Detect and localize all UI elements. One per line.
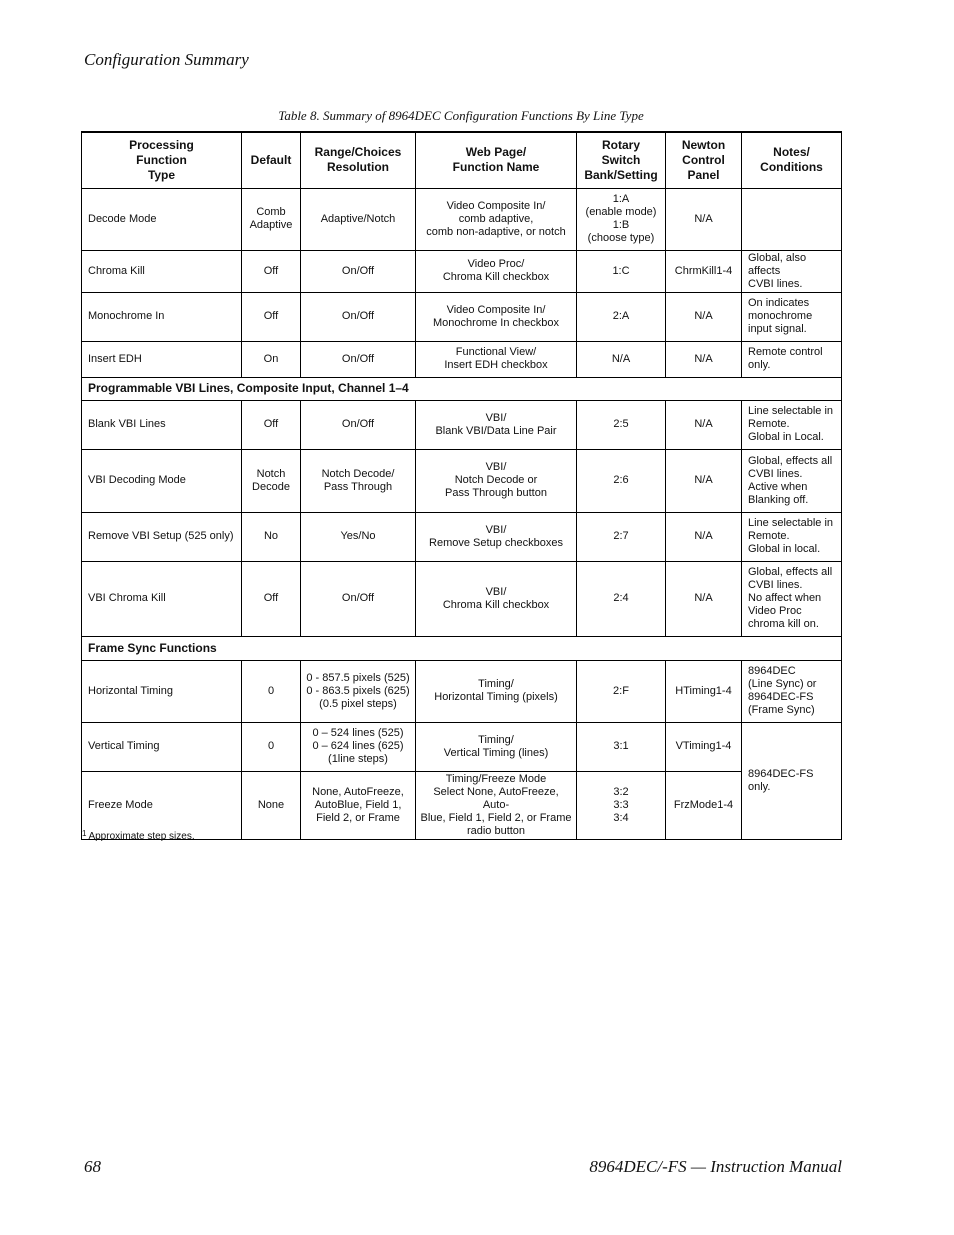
function-cell: Remove VBI Setup (525 only) xyxy=(82,512,242,561)
notes-cell: Global, effects all CVBI lines. Active when Blanking off. xyxy=(742,449,842,512)
default-cell: 0 xyxy=(242,722,301,771)
rotary-switch-cell: 3:2 3:3 3:4 xyxy=(577,771,666,839)
page-number: 68 xyxy=(84,1157,101,1176)
web-page-cell: Video Proc/ Chroma Kill checkbox xyxy=(416,250,577,292)
web-page-cell: Video Composite In/ Monochrome In checkbox xyxy=(416,292,577,341)
function-cell: VBI Decoding Mode xyxy=(82,449,242,512)
rotary-switch-cell: 2:6 xyxy=(577,449,666,512)
rotary-switch-cell: 2:A xyxy=(577,292,666,341)
newton-panel-cell: N/A xyxy=(666,449,742,512)
function-cell: Monochrome In xyxy=(82,292,242,341)
section-row-vbi xyxy=(82,377,842,400)
range-cell: 0 - 857.5 pixels (525) 0 - 863.5 pixels (625) (0.5 pixel steps) xyxy=(301,660,416,722)
range-cell: 0 – 524 lines (525) 0 – 624 lines (625) (1line steps) xyxy=(301,722,416,771)
web-page-cell: VBI/ Notch Decode or Pass Through button xyxy=(416,449,577,512)
table-row xyxy=(82,561,842,636)
range-cell: Yes/No xyxy=(301,512,416,561)
footnote-mark: 1 xyxy=(82,829,87,838)
table-row xyxy=(82,188,842,250)
range-cell: On/Off xyxy=(301,250,416,292)
rotary-switch-cell: 2:5 xyxy=(577,400,666,449)
range-cell: On/Off xyxy=(301,400,416,449)
table-row xyxy=(82,400,842,449)
newton-panel-cell: ChrmKill1-4 xyxy=(666,250,742,292)
column-header: Default xyxy=(242,132,301,188)
table-row xyxy=(82,660,842,722)
table-row xyxy=(82,341,842,377)
range-cell: On/Off xyxy=(301,292,416,341)
configuration-table xyxy=(81,131,842,840)
default-cell: Off xyxy=(242,561,301,636)
table-row xyxy=(82,512,842,561)
rotary-switch-cell: 2:7 xyxy=(577,512,666,561)
column-header: Rotary Switch Bank/Setting xyxy=(577,132,666,188)
web-page-cell: Timing/ Vertical Timing (lines) xyxy=(416,722,577,771)
default-cell: Off xyxy=(242,250,301,292)
default-cell: Off xyxy=(242,292,301,341)
range-cell: Notch Decode/ Pass Through xyxy=(301,449,416,512)
table-row xyxy=(82,292,842,341)
default-cell: Comb Adaptive xyxy=(242,188,301,250)
newton-panel-cell: N/A xyxy=(666,561,742,636)
range-cell: None, AutoFreeze, AutoBlue, Field 1, Field 2, or Frame xyxy=(301,771,416,839)
table-caption: Table 8. Summary of 8964DEC Configuration Functions By Line Type xyxy=(278,108,644,123)
web-page-cell: Video Composite In/ comb adaptive, comb non-adaptive, or notch xyxy=(416,188,577,250)
web-page-cell: Functional View/ Insert EDH checkbox xyxy=(416,341,577,377)
range-cell: On/Off xyxy=(301,341,416,377)
web-page-cell: VBI/ Blank VBI/Data Line Pair xyxy=(416,400,577,449)
function-cell: Decode Mode xyxy=(82,188,242,250)
footnote-text: Approximate step sizes. xyxy=(88,831,195,842)
notes-cell: 8964DEC-FS only. xyxy=(742,722,842,839)
function-cell: Insert EDH xyxy=(82,341,242,377)
table-row xyxy=(82,771,842,839)
web-page-cell: Timing/ Horizontal Timing (pixels) xyxy=(416,660,577,722)
notes-cell: Global, also affects CVBI lines. xyxy=(742,250,842,292)
table-row xyxy=(82,250,842,292)
default-cell: Off xyxy=(242,400,301,449)
column-header: Range/Choices Resolution xyxy=(301,132,416,188)
default-cell: No xyxy=(242,512,301,561)
newton-panel-cell: N/A xyxy=(666,341,742,377)
rotary-switch-cell: 2:F xyxy=(577,660,666,722)
newton-panel-cell: N/A xyxy=(666,512,742,561)
notes-cell: Line selectable in Remote. Global in local. xyxy=(742,512,842,561)
column-header: Web Page/ Function Name xyxy=(416,132,577,188)
newton-panel-cell: FrzMode1-4 xyxy=(666,771,742,839)
function-cell: Vertical Timing xyxy=(82,722,242,771)
running-header: Configuration Summary xyxy=(84,50,249,69)
column-header: Notes/ Conditions xyxy=(742,132,842,188)
rotary-switch-cell: 2:4 xyxy=(577,561,666,636)
rotary-switch-cell: 3:1 xyxy=(577,722,666,771)
default-cell: On xyxy=(242,341,301,377)
default-cell: None xyxy=(242,771,301,839)
table-row xyxy=(82,449,842,512)
column-header: Processing Function Type xyxy=(82,132,242,188)
section-row-frame-sync xyxy=(82,636,842,660)
notes-cell: Global, effects all CVBI lines. No affect when Video Proc chroma kill on. xyxy=(742,561,842,636)
newton-panel-cell: HTiming1-4 xyxy=(666,660,742,722)
manual-title: 8964DEC/-FS — Instruction Manual xyxy=(589,1157,842,1176)
column-header: Newton Control Panel xyxy=(666,132,742,188)
notes-cell: Line selectable in Remote. Global in Local. xyxy=(742,400,842,449)
range-cell: Adaptive/Notch xyxy=(301,188,416,250)
range-cell: On/Off xyxy=(301,561,416,636)
newton-panel-cell: N/A xyxy=(666,292,742,341)
web-page-cell: VBI/ Chroma Kill checkbox xyxy=(416,561,577,636)
function-cell: Horizontal Timing xyxy=(82,660,242,722)
rotary-switch-cell: 1:A (enable mode) 1:B (choose type) xyxy=(577,188,666,250)
default-cell: 0 xyxy=(242,660,301,722)
function-cell: Chroma Kill xyxy=(82,250,242,292)
function-cell: VBI Chroma Kill xyxy=(82,561,242,636)
newton-panel-cell: N/A xyxy=(666,188,742,250)
notes-cell: Remote control only. xyxy=(742,341,842,377)
section-heading: Frame Sync Functions xyxy=(82,636,842,660)
section-heading: Programmable VBI Lines, Composite Input, Channel 1–4 xyxy=(82,377,842,400)
notes-cell: On indicates monochrome input signal. xyxy=(742,292,842,341)
function-cell: Blank VBI Lines xyxy=(82,400,242,449)
web-page-cell: VBI/ Remove Setup checkboxes xyxy=(416,512,577,561)
table-header-row xyxy=(82,132,842,188)
newton-panel-cell: N/A xyxy=(666,400,742,449)
rotary-switch-cell: 1:C xyxy=(577,250,666,292)
web-page-cell: Timing/Freeze Mode Select None, AutoFreeze, Auto- Blue, Field 1, Field 2, or Frame radio button xyxy=(416,771,577,839)
newton-panel-cell: VTiming1-4 xyxy=(666,722,742,771)
default-cell: Notch Decode xyxy=(242,449,301,512)
notes-cell: 8964DEC (Line Sync) or 8964DEC-FS (Frame Sync) xyxy=(742,660,842,722)
function-cell: Freeze Mode xyxy=(82,771,242,839)
footnote xyxy=(82,829,195,842)
rotary-switch-cell: N/A xyxy=(577,341,666,377)
notes-cell xyxy=(742,188,842,250)
table-row xyxy=(82,722,842,771)
